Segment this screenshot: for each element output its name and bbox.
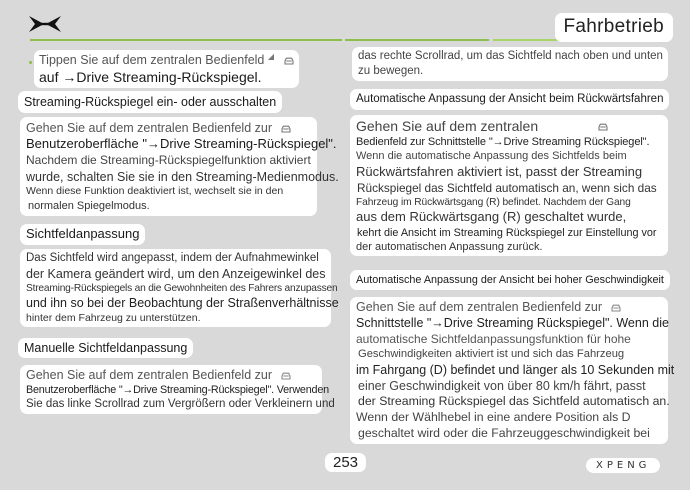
body-line: Bedienfeld zur Schnittstelle "→Drive Streaming Rückspiegel". xyxy=(356,136,650,149)
body-line: und ihn so bei der Beobachtung der Straßenverhältnisse xyxy=(26,296,339,311)
body-line: Wenn die automatische Anpassung des Sichtfelds beim xyxy=(356,150,627,163)
body-line: Rückwärtsfahren aktiviert ist, passt der Streaming xyxy=(356,163,643,179)
body-line: wurde, schalten Sie sie in den Streaming-Medienmodus. xyxy=(26,169,339,184)
body-line: Rückspiegel das Sichtfeld automatisch an, wenn sich das xyxy=(357,180,657,195)
section-heading-reverse-auto: Automatische Anpassung der Ansicht beim Rückwärtsfahren xyxy=(350,89,669,110)
intro-block xyxy=(34,50,299,88)
body-line: geschaltet wird oder die Fahrzeuggeschwindigkeit bei xyxy=(358,426,650,441)
body-line: Gehen Sie auf dem zentralen Bedienfeld zur xyxy=(356,300,602,314)
car-icon xyxy=(284,57,294,65)
intro-line-1: Tippen Sie auf dem zentralen Bedienfeld xyxy=(39,53,265,67)
chapter-title: Fahrbetrieb xyxy=(555,13,673,42)
body-line: zu bewegen. xyxy=(358,64,424,77)
body-line: automatische Sichtfeldanpassungsfunktion für hohe xyxy=(356,331,631,346)
body-line: der Kamera geändert wird, um den Anzeigewinkel des xyxy=(26,266,326,281)
body-line: Geschwindigkeiten aktiviert ist und sich das Fahrzeug xyxy=(358,348,625,361)
body-line: Nachdem die Streaming-Rückspiegelfunktion aktiviert xyxy=(26,153,311,168)
continuation-block xyxy=(352,47,668,81)
body-line: der Streaming Rückspiegel das Sichtfeld automatisch an. xyxy=(358,394,670,409)
body-line: normalen Spiegelmodus. xyxy=(28,199,150,212)
car-icon xyxy=(281,372,291,380)
xpeng-logo-icon xyxy=(28,14,62,34)
body-line: Benutzeroberfläche "→Drive Streaming-Rückspiegel". Verwenden xyxy=(26,384,329,397)
body-line: Benutzeroberfläche "→Drive Streaming-Rückspiegel". xyxy=(26,136,337,152)
section-body-reverse-auto xyxy=(350,115,668,256)
body-line: Streaming-Rückspiegels an die Gewohnheiten des Fahrers anzupassen xyxy=(26,283,338,295)
brand-wordmark: XPENG xyxy=(586,458,660,473)
page-number: 253 xyxy=(325,453,366,472)
section-heading-manual-adjust: Manuelle Sichtfeldanpassung xyxy=(18,338,193,358)
car-icon xyxy=(598,123,608,131)
body-line: kehrt die Ansicht im Streaming Rückspiegel zur Einstellung vor xyxy=(357,227,657,240)
body-line: Gehen Sie auf dem zentralen xyxy=(356,118,539,134)
body-line: Das Sichtfeld wird angepasst, indem der Aufnahmewinkel xyxy=(26,252,319,264)
section-heading-field-of-view: Sichtfeldanpassung xyxy=(20,224,145,245)
body-line: einer Geschwindigkeit von über 80 km/h fährt, passt xyxy=(358,378,646,393)
body-line: aus dem Rückwärtsgang (R) geschaltet wurde, xyxy=(356,209,627,225)
header-rule-right xyxy=(345,39,489,41)
section-body-high-speed-auto xyxy=(350,297,675,444)
bullet-dot xyxy=(29,61,32,64)
body-line: Wenn diese Funktion deaktiviert ist, wechselt sie in den xyxy=(26,184,284,197)
corner-mark: ◢ xyxy=(267,52,275,61)
section-body-manual-adjust xyxy=(20,365,335,414)
body-line: Gehen Sie auf dem zentralen Bedienfeld zur xyxy=(26,121,272,135)
body-line: Wenn der Wählhebel in eine andere Position als D xyxy=(356,410,631,425)
intro-line-2: auf →Drive Streaming-Rückspiegel. xyxy=(39,69,262,86)
section-heading-streaming-toggle: Streaming-Rückspiegel ein- oder ausschalten xyxy=(18,91,282,113)
body-line: Schnittstelle "→Drive Streaming Rückspiegel". Wenn die xyxy=(356,316,669,331)
body-line: das rechte Scrollrad, um das Sichtfeld nach oben und unten xyxy=(358,50,663,62)
body-line: hinter dem Fahrzeug zu unterstützen. xyxy=(26,311,201,324)
body-line: Sie das linke Scrollrad zum Vergrößern oder Verkleinern und xyxy=(26,398,335,411)
section-heading-high-speed-auto: Automatische Anpassung der Ansicht bei hoher Geschwindigkeit xyxy=(350,270,670,290)
body-line: im Fahrgang (D) befindet und länger als 10 Sekunden mit xyxy=(356,362,675,377)
car-icon xyxy=(611,304,621,312)
body-line: Gehen Sie auf dem zentralen Bedienfeld zur xyxy=(26,368,272,382)
body-line: Fahrzeug im Rückwärtsgang (R) befindet. Nachdem der Gang xyxy=(356,197,631,208)
header-rule-left xyxy=(30,39,342,41)
car-icon xyxy=(281,125,291,133)
section-body-field-of-view xyxy=(20,249,339,327)
body-line: der automatischen Anpassung zurück. xyxy=(356,241,543,254)
section-body-streaming-toggle xyxy=(20,117,339,216)
